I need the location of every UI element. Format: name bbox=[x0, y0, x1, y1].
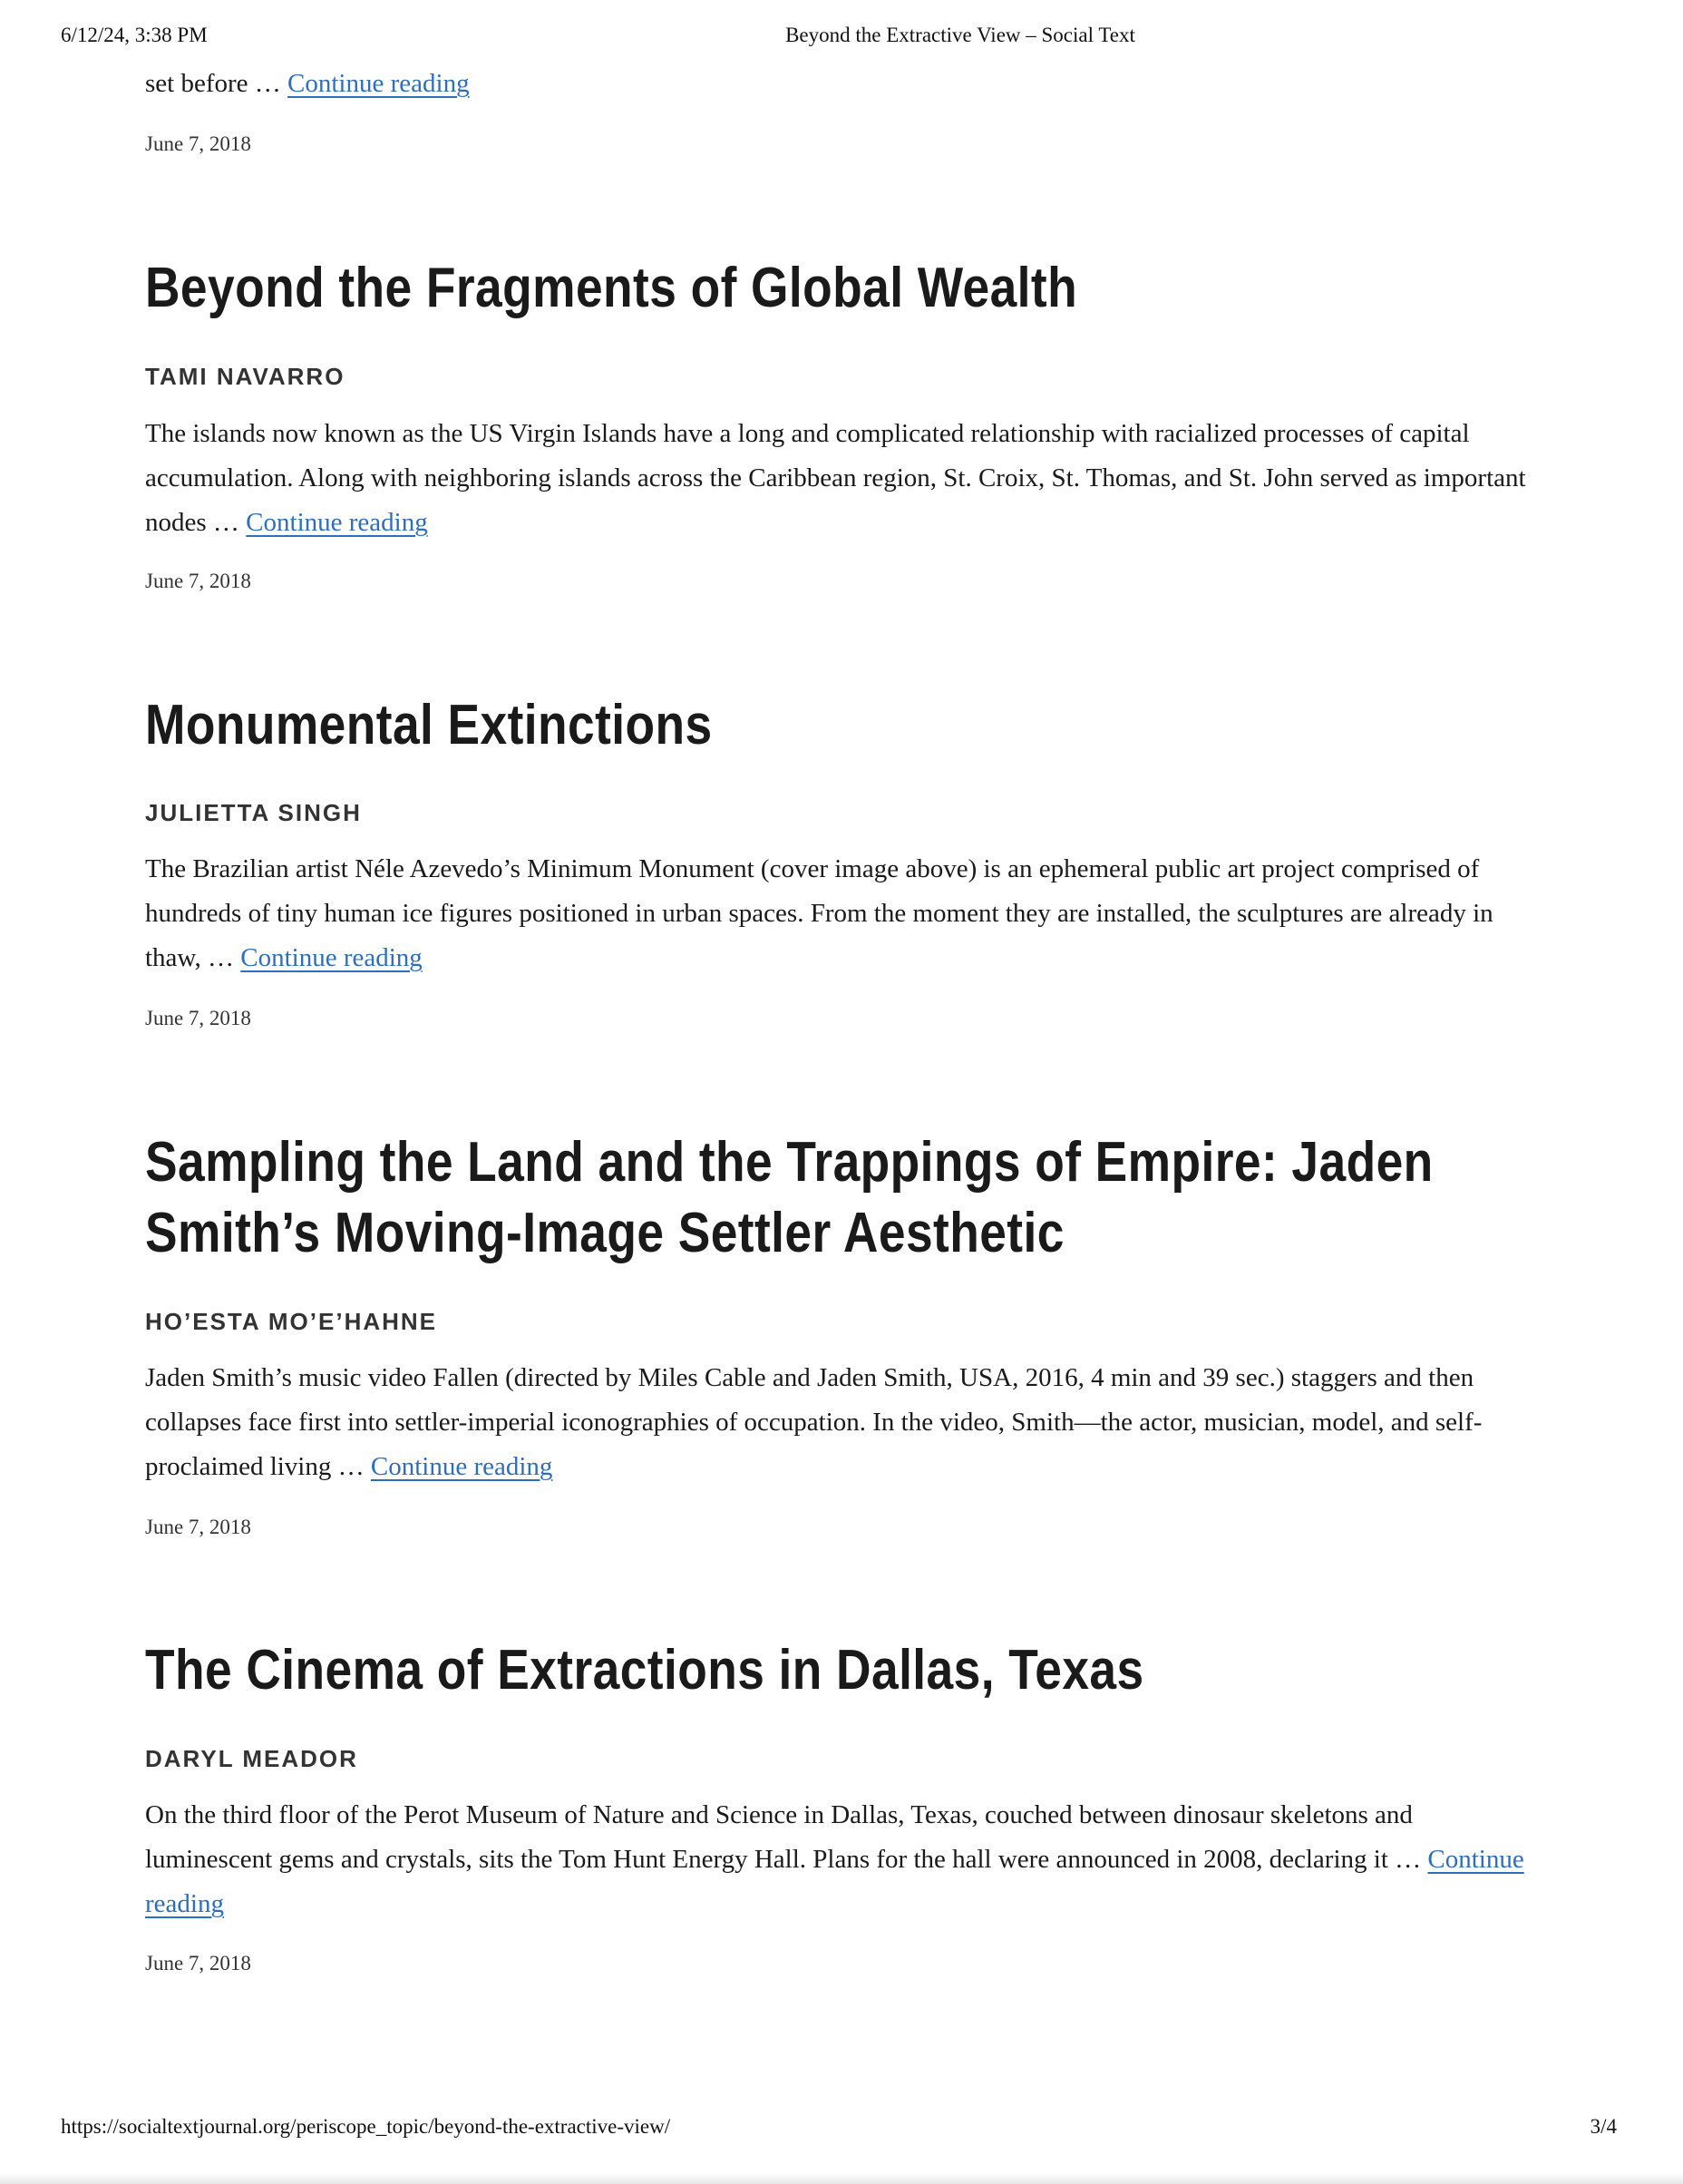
continue-reading-link[interactable]: Continue reading bbox=[287, 69, 470, 98]
post-date: June 7, 2018 bbox=[145, 570, 251, 592]
excerpt-text: The islands now known as the US Virgin Islands have a long and complicated relationship with racialized processes of capital accumulation. Along with neighboring islands across the Caribbean region, St. Croix, St. Thomas, and St. John served as important nodes … bbox=[145, 419, 1526, 537]
excerpt-text: On the third floor of the Perot Museum of Nature and Science in Dallas, Texas, couched between dinosaur skeletons and luminescent gems and crystals, sits the Tom Hunt Energy Hall. Plans for the hall were announced in 2008, declaring it … bbox=[145, 1800, 1428, 1874]
post-title-link[interactable]: Sampling the Land and the Trappings of Empire: Jaden Smith’s Moving-Image Settler Aesthetic bbox=[145, 1131, 1434, 1264]
post-excerpt bbox=[145, 1356, 1532, 1489]
continue-reading-link[interactable]: Continue reading bbox=[370, 1452, 553, 1481]
print-datetime: 6/12/24, 3:38 PM bbox=[61, 24, 208, 46]
continue-reading-link[interactable]: Continue reading bbox=[246, 508, 428, 537]
post-date: June 7, 2018 bbox=[145, 1007, 251, 1029]
post-excerpt bbox=[145, 1793, 1532, 1926]
continue-reading-link[interactable]: Continue reading bbox=[145, 1845, 1524, 1918]
print-document-title: Beyond the Extractive View – Social Text bbox=[785, 24, 1135, 46]
previous-post-excerpt-tail bbox=[145, 62, 1532, 106]
post-author-link[interactable]: DARYL MEADOR bbox=[145, 1745, 358, 1772]
page-bottom-edge bbox=[0, 2173, 1683, 2184]
post-title-link[interactable]: Beyond the Fragments of Global Wealth bbox=[145, 257, 1078, 319]
excerpt-text: The Brazilian artist Néle Azevedo’s Minimum Monument (cover image above) is an ephemeral public art project comprised of hundreds of tiny human ice figures positioned in urban spaces. From the moment they are installed, the sculptures are already in thaw, … bbox=[145, 854, 1493, 972]
excerpt-text: Jaden Smith’s music video Fallen (directed by Miles Cable and Jaden Smith, USA, 2016, 4 min and 39 sec.) staggers and then collapses face first into settler-imperial iconographies of occupation. In the video, Smith—the actor, musician, model, and self-proclaimed living … bbox=[145, 1363, 1483, 1481]
post-date: June 7, 2018 bbox=[145, 132, 251, 155]
post-author-link[interactable]: HO’ESTA MO’E’HAHNE bbox=[145, 1308, 438, 1335]
post-author-link[interactable]: TAMI NAVARRO bbox=[145, 363, 345, 390]
post-excerpt bbox=[145, 412, 1532, 545]
post-title-link[interactable]: The Cinema of Extractions in Dallas, Texas bbox=[145, 1639, 1144, 1701]
print-header bbox=[0, 24, 1683, 53]
print-url: https://socialtextjournal.org/periscope_topic/beyond-the-extractive-view/ bbox=[61, 2115, 671, 2138]
excerpt-text: set before … bbox=[145, 69, 288, 98]
post-date: June 7, 2018 bbox=[145, 1516, 251, 1538]
continue-reading-link[interactable]: Continue reading bbox=[240, 943, 423, 972]
post-author-link[interactable]: JULIETTA SINGH bbox=[145, 799, 362, 826]
post-excerpt bbox=[145, 847, 1532, 980]
post-title-link[interactable]: Monumental Extinctions bbox=[145, 694, 713, 756]
page-number: 3/4 bbox=[1590, 2115, 1617, 2138]
post-date: June 7, 2018 bbox=[145, 1952, 251, 1974]
